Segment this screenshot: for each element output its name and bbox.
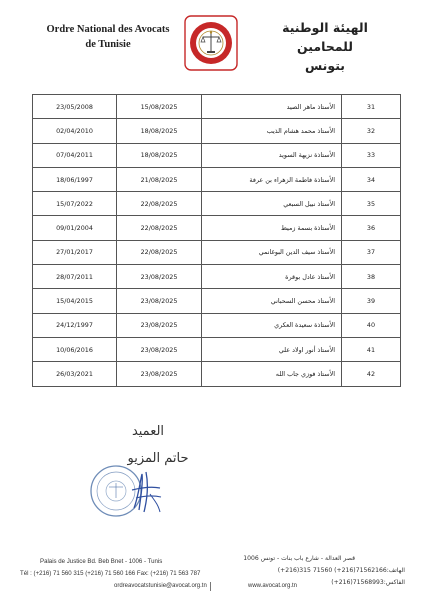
bar-association-logo-icon — [183, 14, 239, 72]
request-date-cell: 18/08/2025 — [117, 143, 202, 167]
request-date-cell: 23/08/2025 — [117, 265, 202, 289]
lawyer-name-cell: الأستاذ أنور اولاد علي — [202, 337, 342, 361]
registration-date-cell: 10/06/2016 — [33, 337, 117, 361]
registration-date-cell: 27/01/2017 — [33, 240, 117, 264]
registration-date-cell: 26/03/2021 — [33, 362, 117, 386]
registration-date-cell: 18/06/1997 — [33, 167, 117, 191]
lawyer-name-cell: الأستاذ محمد هشام الذيب — [202, 119, 342, 143]
header-arabic — [255, 18, 395, 75]
lawyer-name-cell: الأستاذ محسن السحباني — [202, 289, 342, 313]
request-date-cell: 23/08/2025 — [117, 313, 202, 337]
registration-date-cell: 15/07/2022 — [33, 192, 117, 216]
registration-date-cell: 02/04/2010 — [33, 119, 117, 143]
footer-fr-phones: Tél : (+216) 71 560 315 (+216) 71 560 166 Fax: (+216) 71 563 787 — [20, 570, 201, 577]
table-row — [33, 192, 401, 216]
request-date-cell: 23/08/2025 — [117, 337, 202, 361]
header-ar-line2: بتونس — [305, 58, 345, 73]
footer-website-link[interactable]: www.avocat.org.tn — [248, 583, 298, 589]
table-row — [33, 119, 401, 143]
table-row — [33, 337, 401, 361]
row-number-cell: 36 — [342, 216, 401, 240]
footer-ar-address: قصر العدالة - شارع باب بنات - تونس 1006 — [243, 555, 355, 562]
table-row — [33, 362, 401, 386]
table-row — [33, 313, 401, 337]
row-number-cell: 40 — [342, 313, 401, 337]
dean-name: حاتم المزيو — [127, 451, 189, 466]
dean-title: العميد — [131, 424, 165, 439]
table-row — [33, 265, 401, 289]
lawyer-name-cell: الأستاذة نزيهة السويد — [202, 143, 342, 167]
lawyer-name-cell: الأستاذة سعيدة العكري — [202, 313, 342, 337]
row-number-cell: 37 — [342, 240, 401, 264]
request-date-cell: 23/08/2025 — [117, 289, 202, 313]
lawyer-name-cell: الأستاذ فوزي جاب الله — [202, 362, 342, 386]
request-date-cell: 22/08/2025 — [117, 216, 202, 240]
row-number-cell: 33 — [342, 143, 401, 167]
row-number-cell: 42 — [342, 362, 401, 386]
lawyer-name-cell: الأستاذ عادل بوقرة — [202, 265, 342, 289]
footer-ar-phones: الهاتف:71562166(216+) 71560 315(216+) الفاكس:71568993(216+) — [277, 567, 405, 586]
lawyers-table-body — [33, 95, 401, 387]
request-date-cell: 22/08/2025 — [117, 192, 202, 216]
footer-email-link[interactable]: ordreavocatstunisie@avocat.org.tn — [114, 583, 207, 589]
request-date-cell: 23/08/2025 — [117, 362, 202, 386]
request-date-cell: 18/08/2025 — [117, 119, 202, 143]
row-number-cell: 32 — [342, 119, 401, 143]
registration-date-cell: 28/07/2011 — [33, 265, 117, 289]
lawyer-name-cell: الأستاذ سيف الدين البوغانمي — [202, 240, 342, 264]
table-row — [33, 240, 401, 264]
registration-date-cell: 24/12/1997 — [33, 313, 117, 337]
lawyers-table — [32, 94, 401, 387]
lawyer-name-cell: الأستاذ ماهر الصيد — [202, 95, 342, 119]
header-fr-line1: Ordre National des Avocats — [46, 24, 170, 35]
footer-french — [20, 556, 210, 580]
lawyer-name-cell: الأستاذ نبيل السبعي — [202, 192, 342, 216]
table-row — [33, 95, 401, 119]
header-french — [38, 22, 178, 52]
row-number-cell: 35 — [342, 192, 401, 216]
table-row — [33, 143, 401, 167]
request-date-cell: 22/08/2025 — [117, 240, 202, 264]
lawyer-name-cell: الأستاذة بسمة زميط — [202, 216, 342, 240]
registration-date-cell: 09/01/2004 — [33, 216, 117, 240]
header-fr-line2: de Tunisie — [85, 39, 131, 50]
row-number-cell: 38 — [342, 265, 401, 289]
footer-arabic — [215, 553, 405, 589]
table-row — [33, 216, 401, 240]
row-number-cell: 41 — [342, 337, 401, 361]
footer-separator — [210, 582, 211, 591]
request-date-cell: 21/08/2025 — [117, 167, 202, 191]
table-row — [33, 289, 401, 313]
footer-fr-address: Palais de Justice Bd. Beb Bnet - 1006 - Tunis — [40, 558, 163, 565]
lawyer-name-cell: الأستاذة فاطمة الزهراء بن عرفة — [202, 167, 342, 191]
registration-date-cell: 23/05/2008 — [33, 95, 117, 119]
request-date-cell: 15/08/2025 — [117, 95, 202, 119]
row-number-cell: 39 — [342, 289, 401, 313]
registration-date-cell: 07/04/2011 — [33, 143, 117, 167]
row-number-cell: 34 — [342, 167, 401, 191]
registration-date-cell: 15/04/2015 — [33, 289, 117, 313]
row-number-cell: 31 — [342, 95, 401, 119]
table-row — [33, 167, 401, 191]
header-ar-line1: الهيئة الوطنية للمحامين — [282, 20, 368, 54]
handwritten-signature-icon — [128, 468, 164, 516]
